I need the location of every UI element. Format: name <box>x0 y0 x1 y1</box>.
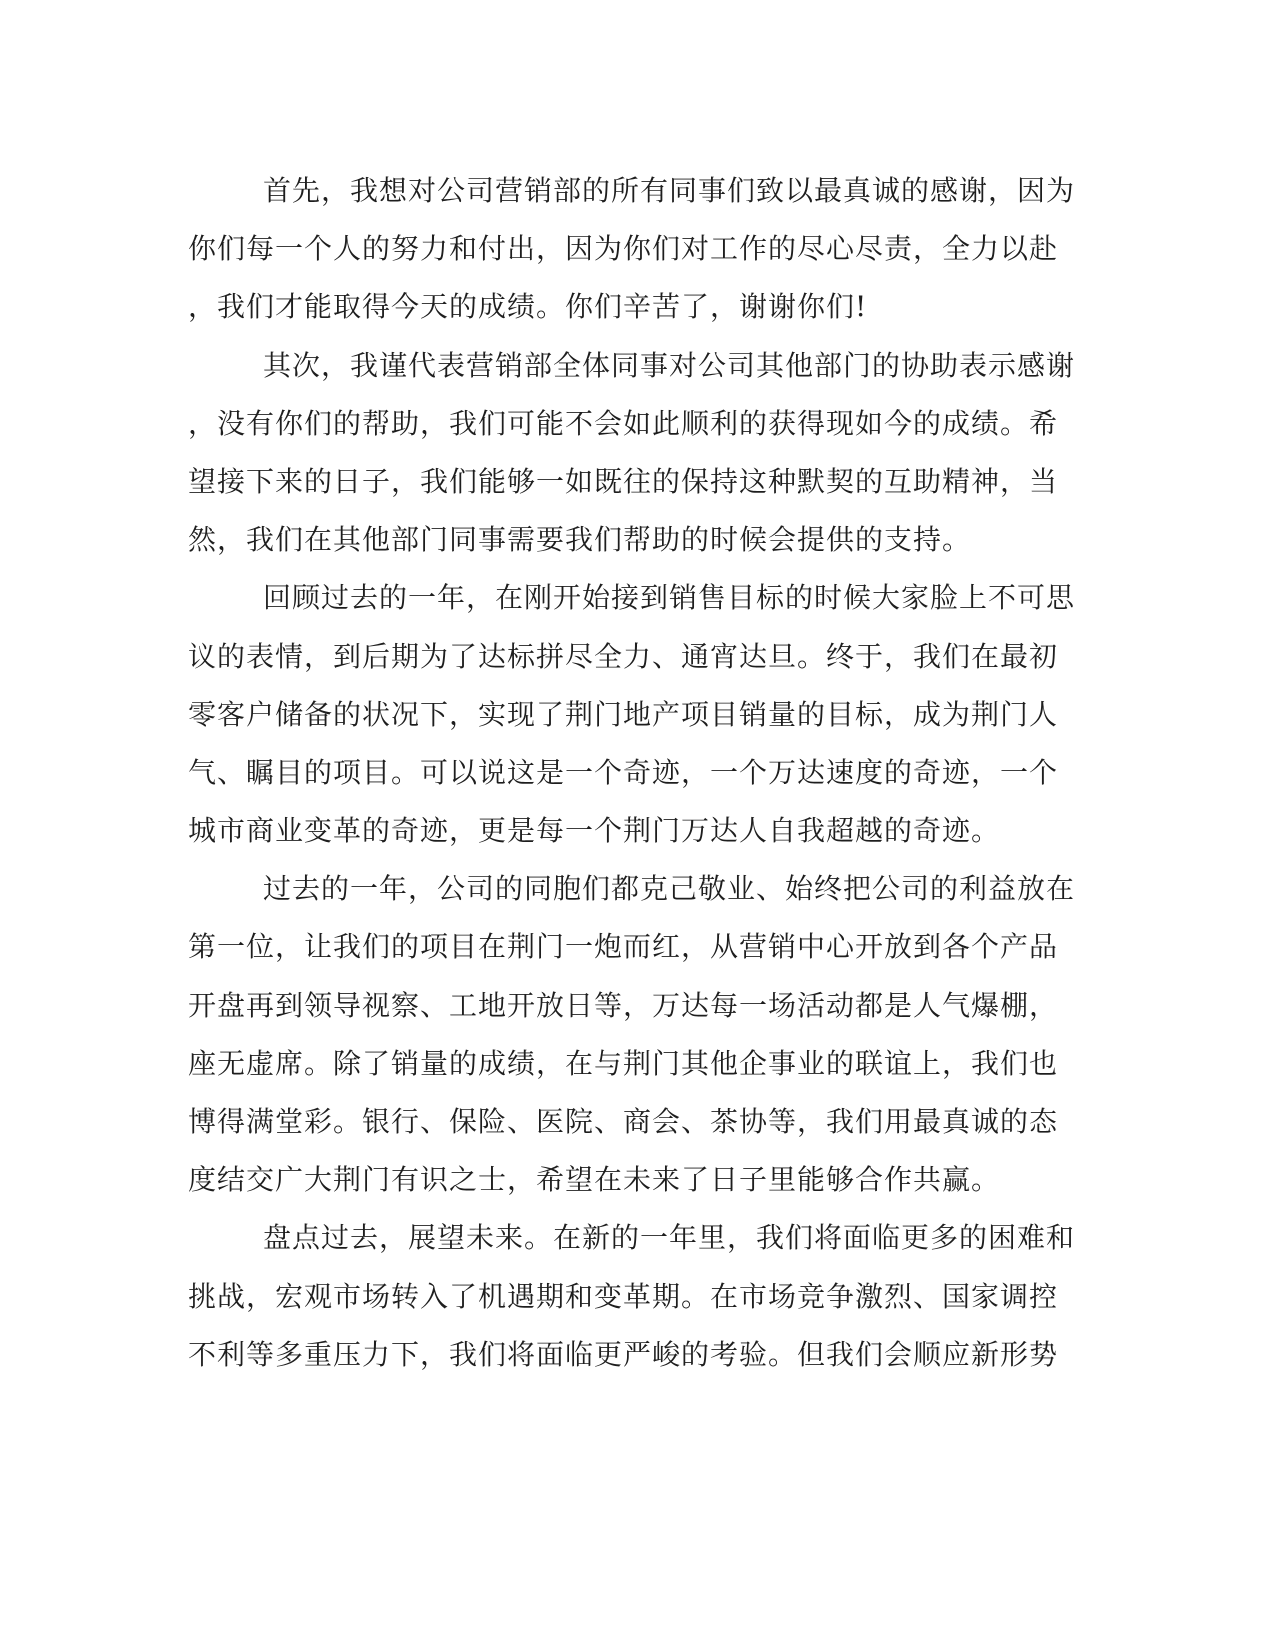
text-line: 博得满堂彩。银行、保险、医院、商会、茶协等，我们用最真诚的态 <box>188 1105 1059 1138</box>
text-line: 首先，我想对公司营销部的所有同事们致以最真诚的感谢，因为 <box>263 174 1076 207</box>
text-line: 城市商业变革的奇迹，更是每一个荆门万达人自我超越的奇迹。 <box>188 814 1001 848</box>
text-line: 你们每一个人的努力和付出，因为你们对工作的尽心尽责，全力以赴 <box>188 232 1059 266</box>
text-line: 望接下来的日子，我们能够一如既往的保持这种默契的互助精神，当 <box>188 464 1059 498</box>
document-body <box>188 162 1088 1384</box>
text-line: 回顾过去的一年，在刚开始接到销售目标的时候大家脸上不可思 <box>263 581 1076 615</box>
text-line: 议的表情，到后期为了达标拼尽全力、通宵达旦。终于，我们在最初 <box>188 639 1059 673</box>
text-line: 不利等多重压力下，我们将面临更严峻的考验。但我们会顺应新形势 <box>188 1337 1059 1371</box>
text-line: 然，我们在其他部门同事需要我们帮助的时候会提供的支持。 <box>188 523 972 557</box>
text-line: 座无虚席。除了销量的成绩，在与荆门其他企事业的联谊上，我们也 <box>188 1046 1059 1080</box>
text-line: 度结交广大荆门有识之士，希望在未来了日子里能够合作共赢。 <box>188 1163 1001 1197</box>
text-line: ，我们才能取得今天的成绩。你们辛苦了，谢谢你们! <box>188 290 868 324</box>
text-line: 开盘再到领导视察、工地开放日等，万达每一场活动都是人气爆棚， <box>188 988 1059 1022</box>
text-line: 其次，我谨代表营销部全体同事对公司其他部门的协助表示感谢 <box>263 348 1076 382</box>
text-line: 零客户储备的状况下，实现了荆门地产项目销量的目标，成为荆门人 <box>188 697 1059 731</box>
text-line: 气、瞩目的项目。可以说这是一个奇迹，一个万达速度的奇迹，一个 <box>188 755 1059 789</box>
text-line: 过去的一年，公司的同胞们都克己敬业、始终把公司的利益放在 <box>263 872 1076 906</box>
text-line: ，没有你们的帮助，我们可能不会如此顺利的获得现如今的成绩。希 <box>188 406 1059 440</box>
text-line: 挑战，宏观市场转入了机遇期和变革期。在市场竞争激烈、国家调控 <box>188 1279 1059 1313</box>
text-line: 盘点过去，展望未来。在新的一年里，我们将面临更多的困难和 <box>263 1221 1076 1255</box>
text-line: 第一位，让我们的项目在荆门一炮而红，从营销中心开放到各个产品 <box>188 930 1059 964</box>
